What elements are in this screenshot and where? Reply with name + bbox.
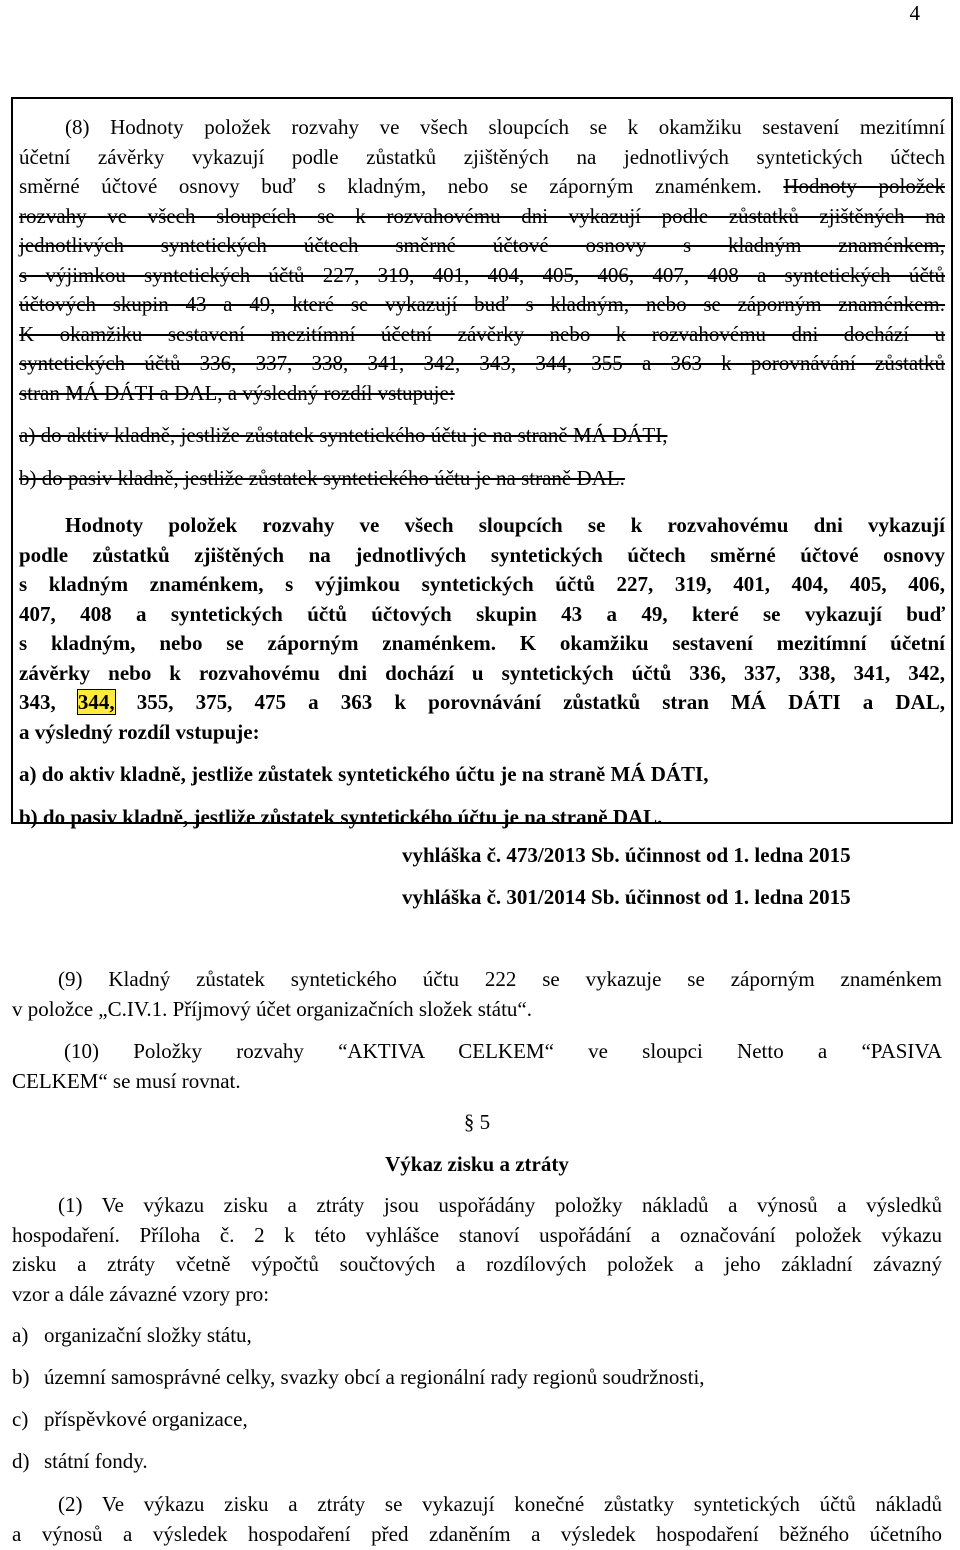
new-text-line: Hodnoty položek rozvahy ve všech sloupcích se k rozvahovému dni vykazují — [65, 513, 945, 537]
paragraph-8-text: směrné účtové osnovy buď s kladným, nebo se záporným znaménkem. — [19, 174, 762, 198]
new-text-fragment: 355, 375, 475 a 363 k porovnávání zůstatků stran MÁ DÁTI a DAL, — [136, 690, 945, 714]
struck-line: jednotlivých syntetických účtech směrné účtové osnovy s kladným znaménkem, — [19, 233, 945, 257]
struck-text: Hodnoty položek — [783, 174, 946, 198]
footnote-decree: vyhláška č. 301/2014 Sb. účinnost od 1. ledna 2015 — [402, 885, 851, 909]
struck-line: K okamžiku sestavení mezitímní účetní závěrky nebo k rozvahovému dni dochází u — [19, 321, 945, 346]
struck-line: rozvahy ve všech sloupcích se k rozvahovému dni vykazují podle zůstatků zjištěných na — [19, 203, 945, 228]
amendment-box — [11, 97, 953, 829]
list-item — [12, 1363, 942, 1393]
struck-item-b: b) do pasiv kladně, jestliže zůstatek syntetického účtu je na straně DAL. — [19, 465, 625, 490]
list-item-label: b) — [12, 1365, 30, 1389]
section-paragraph-1-line: zisku a ztráty včetně výpočtů součtových a rozdílových položek a jeho základní závazný — [12, 1252, 942, 1276]
new-item-b: b) do pasiv kladně, jestliže zůstatek syntetického účtu je na straně DAL. — [19, 804, 663, 829]
list-item — [12, 1321, 942, 1351]
new-text-line: a výsledný rozdíl vstupuje: — [19, 719, 260, 744]
paragraph-10 — [12, 1037, 942, 1096]
paragraph-10-line: CELKEM“ se musí rovnat. — [12, 1068, 241, 1093]
list-item-text: příspěvkové organizace, — [44, 1407, 248, 1431]
new-text-line — [19, 688, 945, 718]
new-item-a: a) do aktiv kladně, jestliže zůstatek syntetického účtu je na straně MÁ DÁTI, — [19, 762, 709, 786]
paragraph-10-line: (10) Položky rozvahy “AKTIVA CELKEM“ ve sloupci Netto a “PASIVA — [64, 1039, 942, 1063]
section-paragraph-1-line: hospodaření. Příloha č. 2 k této vyhlášce stanoví uspořádání a označování položek výkazu — [12, 1222, 942, 1247]
struck-line: účtových skupin 43 a 49, které se vykazují buď s kladným, nebo se záporným znaménkem. — [19, 292, 945, 316]
paragraph-9-line: v položce „C.IV.1. Příjmový účet organizačních složek státu“. — [12, 996, 532, 1021]
list-item-label: c) — [12, 1407, 29, 1431]
list-item-text: územní samosprávné celky, svazky obcí a regionální rady regionů soudržnosti, — [44, 1365, 705, 1389]
list-item-label: a) — [12, 1323, 29, 1347]
list-item — [12, 1405, 942, 1435]
section-paragraph-1-line: (1) Ve výkazu zisku a ztráty jsou uspořádány položky nákladů a výnosů a výsledků — [58, 1193, 942, 1217]
paragraph-8-line — [19, 172, 945, 202]
section-number: § 5 — [463, 1110, 491, 1134]
section-paragraph-2-line: (2) Ve výkazu zisku a ztráty se vykazují konečné zůstatky syntetických účtů nákladů — [58, 1492, 942, 1516]
paragraph-9-line: (9) Kladný zůstatek syntetického účtu 222 se vykazuje se záporným znaménkem — [58, 967, 942, 991]
section-title: Výkaz zisku a ztráty — [385, 1152, 569, 1176]
paragraph-8-line: účetní závěrky vykazují podle zůstatků zjištěných na jednotlivých syntetických účtech — [19, 144, 945, 169]
section-paragraph-2-line: a výnosů a výsledek hospodaření před zdaněním a výsledek hospodaření běžného účetního — [12, 1521, 942, 1546]
highlighted-account: 344, — [77, 690, 115, 714]
struck-item-a: a) do aktiv kladně, jestliže zůstatek syntetického účtu je na straně MÁ DÁTI, — [19, 423, 668, 447]
list-item — [12, 1447, 942, 1477]
page-number: 4 — [909, 1, 920, 25]
paragraph-8-line: (8) Hodnoty položek rozvahy ve všech sloupcích se k okamžiku sestavení mezitímní — [65, 115, 945, 139]
new-text-line: podle zůstatků zjištěných na jednotlivých syntetických účtech směrné účtové osnovy — [19, 542, 945, 567]
paragraph-9 — [12, 965, 942, 1024]
section-paragraph-1 — [12, 1191, 942, 1309]
section-paragraph-1-line: vzor a dále závazné vzory pro: — [12, 1281, 270, 1306]
struck-line: s výjimkou syntetických účtů 227, 319, 401, 404, 405, 406, 407, 408 a syntetických účtů — [19, 262, 945, 287]
struck-line: syntetických účtů 336, 337, 338, 341, 342, 343, 344, 355 a 363 k porovnávání zůstatků — [19, 351, 945, 375]
list-item-text: organizační složky státu, — [44, 1323, 252, 1347]
new-text-line: 407, 408 a syntetických účtů účtových skupin 43 a 49, které se vykazují buď — [19, 601, 945, 626]
new-text-fragment: 343, — [19, 690, 56, 714]
new-text-line: s kladným, nebo se záporným znaménkem. K okamžiku sestavení mezitímní účetní — [19, 631, 945, 655]
struck-line: stran MÁ DÁTI a DAL, a výsledný rozdíl vstupuje: — [19, 380, 455, 405]
footnote-decree: vyhláška č. 473/2013 Sb. účinnost od 1. ledna 2015 — [402, 843, 851, 867]
list-item-label: d) — [12, 1449, 30, 1473]
new-text-line: s kladným znaménkem, s výjimkou syntetických účtů 227, 319, 401, 404, 405, 406, — [19, 572, 945, 596]
new-text-line: závěrky nebo k rozvahovému dni dochází u syntetických účtů 336, 337, 338, 341, 342, — [19, 660, 945, 685]
list-item-text: státní fondy. — [44, 1449, 148, 1473]
section-paragraph-2 — [12, 1490, 942, 1549]
